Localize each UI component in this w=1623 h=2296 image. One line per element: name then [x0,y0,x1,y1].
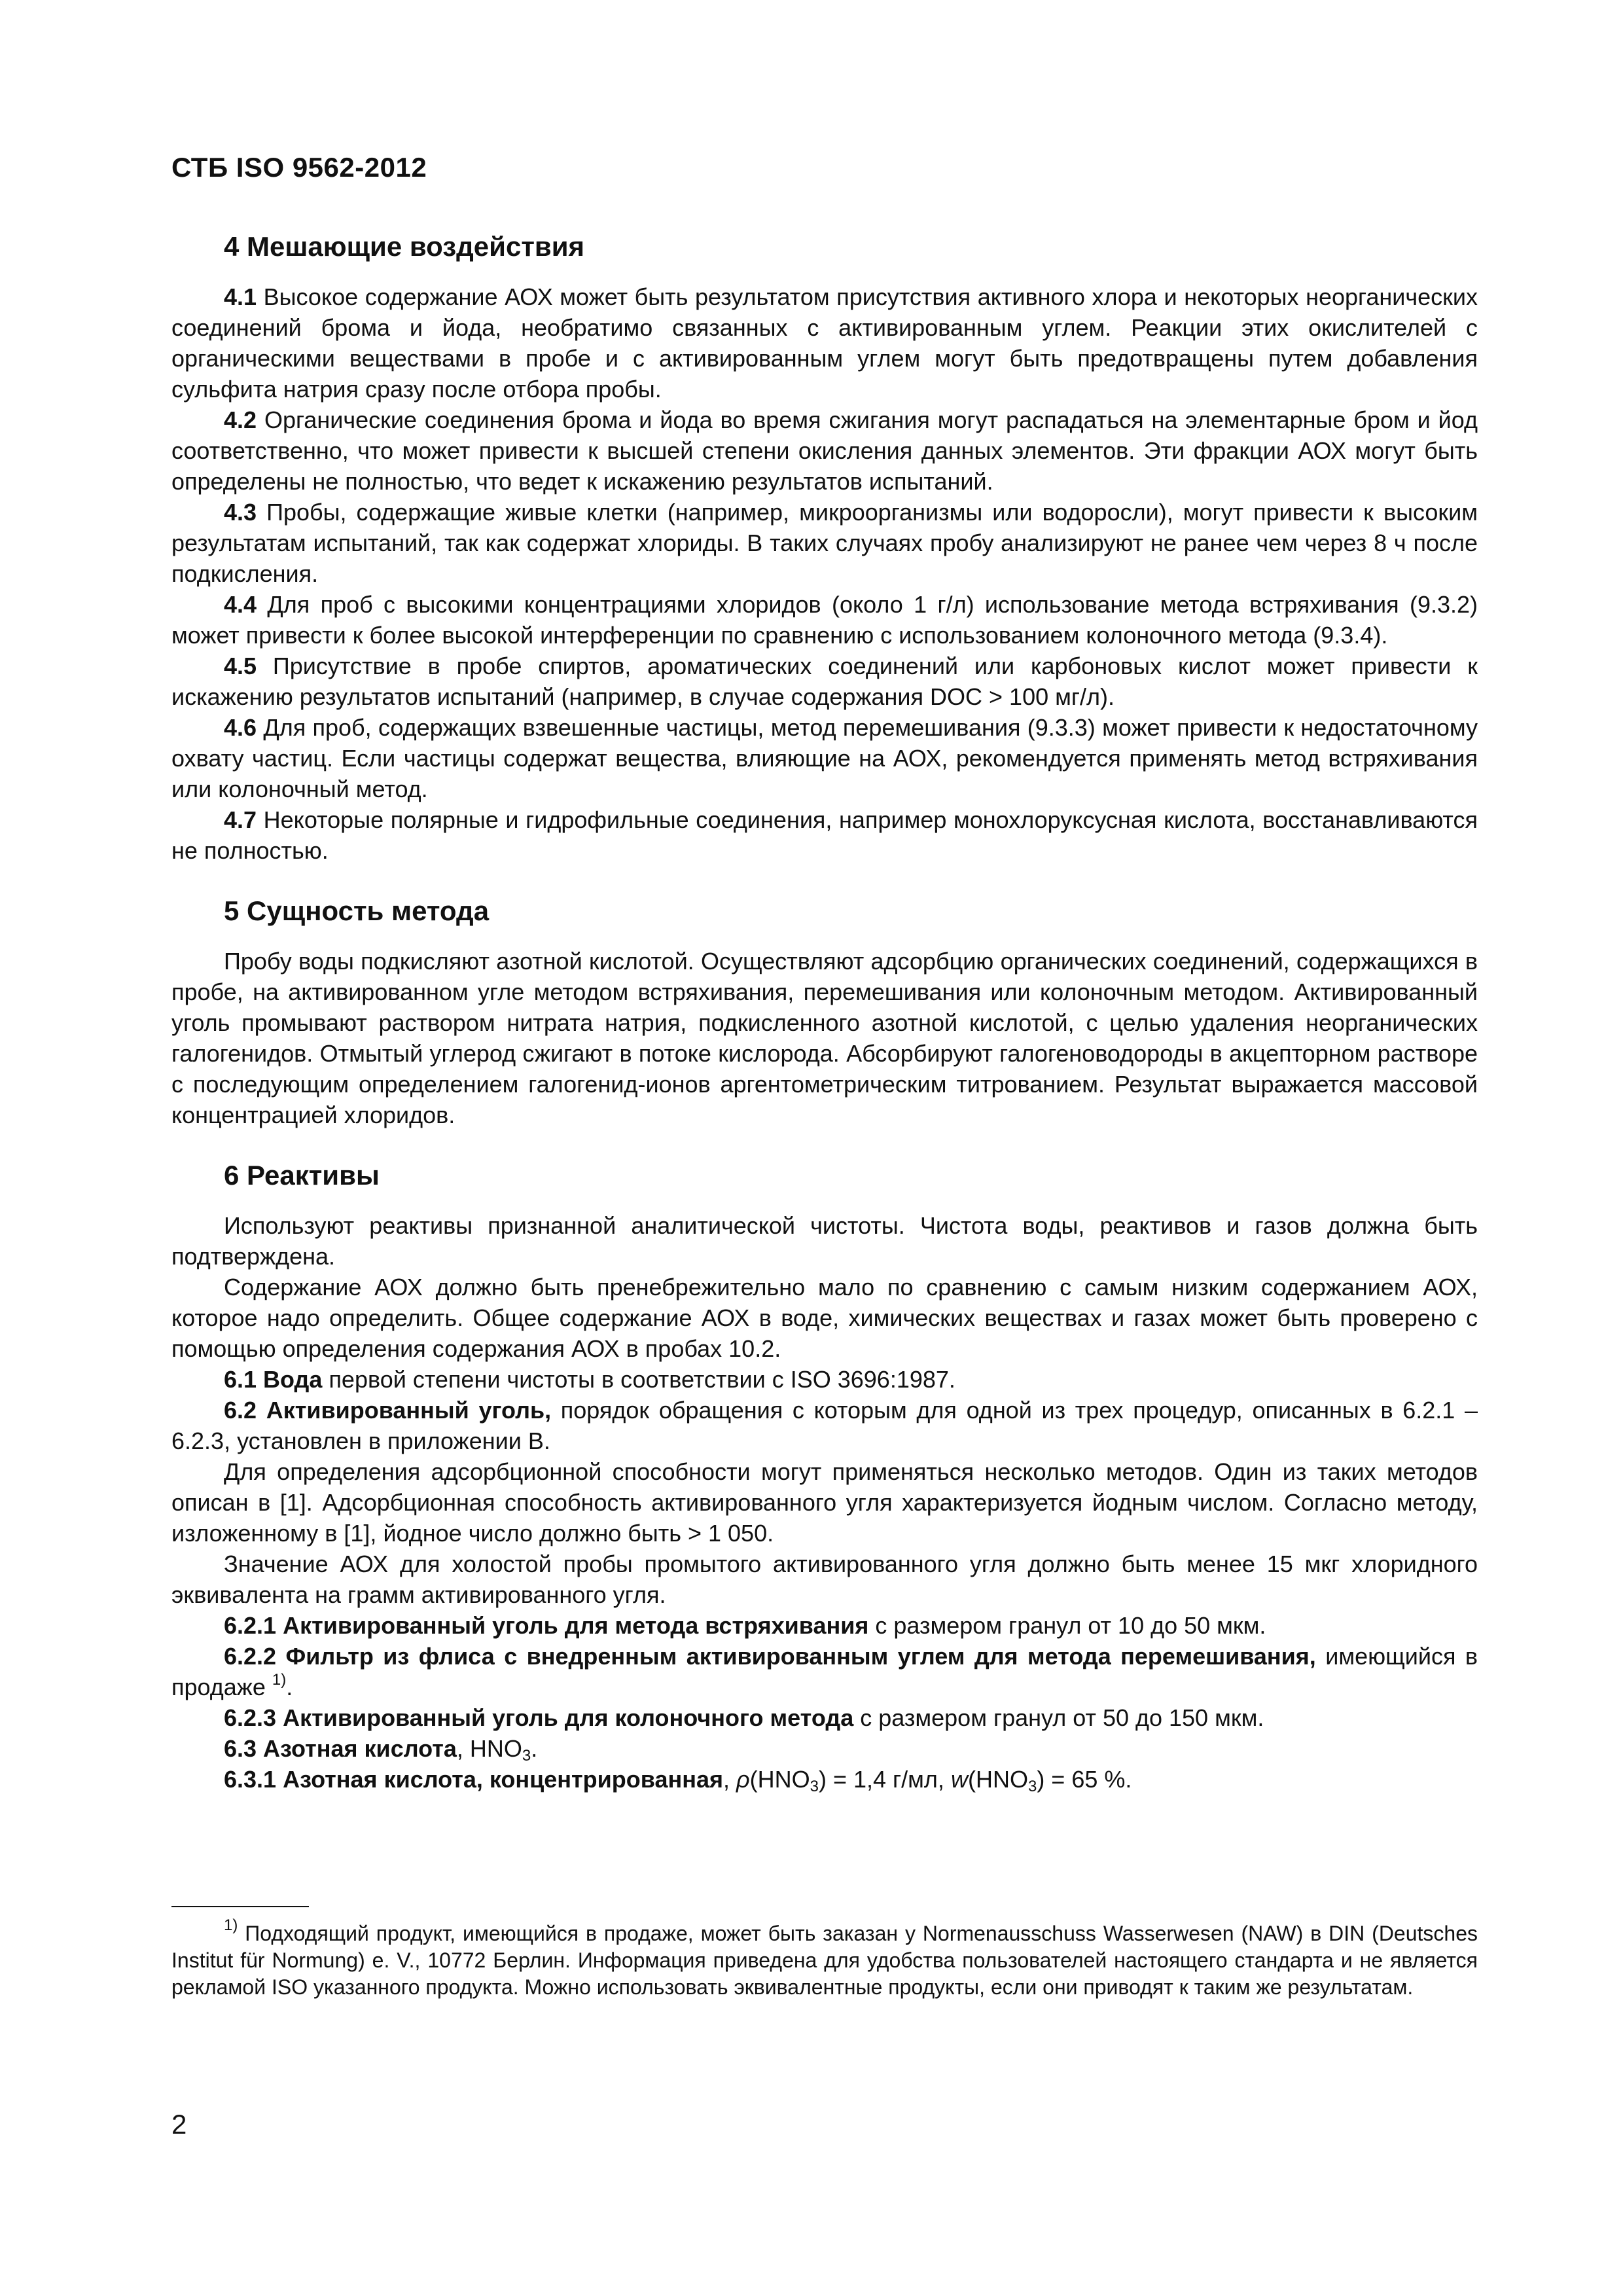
clause-heading: 6.2.1 Активированный уголь для метода встряхивания [224,1612,869,1639]
subscript: 3 [1027,1778,1037,1795]
paragraph-6-3 [171,1733,1478,1764]
paragraph-4-3 [171,497,1478,589]
clause-number: 4.6 [224,714,257,741]
section-5-title: 5 Сущность метода [224,895,490,926]
subscript: 3 [522,1747,531,1765]
paragraph-text: Присутствие в пробе спиртов, ароматических соединений или карбоновых кислот может привести к искажению результатов испытаний (например, в случае содержания DOC > 100 мг/л). [171,653,1478,710]
text-segment: (HNO [749,1766,810,1793]
mass-fraction-symbol: w [950,1766,968,1793]
subscript: 3 [810,1778,819,1795]
footnote-marker: 1) [224,1916,238,1934]
paragraph-4-2 [171,404,1478,497]
paragraph-6-2-2 [171,1641,1478,1702]
text-segment: ) = 65 %. [1037,1766,1132,1793]
paragraph-6-aox: Содержание АОХ должно быть пренебрежительно мало по сравнению с самым низким содержанием АОХ, которое надо определить. Общее содержание АОХ в воде, химических веществах и газах может быть проверено с помощью определения содержания АОХ в пробах 10.2. [171,1274,1478,1362]
paragraph-text: первой степени чистоты в соответствии с ISO 3696:1987. [322,1366,955,1393]
paragraph-4-1 [171,281,1478,404]
clause-heading: 6.2.2 Фильтр из флиса с внедренным активированным углем для метода перемешивания, [224,1643,1316,1670]
text-segment: ) = 1,4 г/мл, [818,1766,951,1793]
paragraph-text: Пробы, содержащие живые клетки (например, микроорганизмы или водоросли), могут привести к высоким результатам испытаний, так как содержат хлориды. В таких случаях пробу анализируют не ранее чем через 8 ч после подкисления. [171,499,1478,587]
paragraph-5: Пробу воды подкисляют азотной кислотой. Осуществляют адсорбцию органических соединений, содержащихся в пробе, на активированном угле методом встряхивания, перемешивания или колоночным методом. Активированный уголь промывают раствором нитрата натрия, подкисленного азотной кислотой, с целью удаления неорганических галогенидов. Отмытый углерод сжигают в потоке кислорода. Абсорбируют галогеноводороды в акцепторном растворе с последующим определением галогенид-ионов аргентометрическим титрованием. Результат выражается массовой концентрацией хлоридов. [171,948,1478,1128]
main-content [171,230,1478,1795]
clause-number: 4.2 [224,406,257,433]
clause-number: 4.5 [224,653,257,679]
document-header: СТБ ISO 9562-2012 [171,152,427,183]
paragraph-text-end: . [531,1735,538,1762]
clause-number: 4.4 [224,591,257,618]
paragraph-6-2 [171,1395,1478,1456]
clause-heading: 6.3 Азотная кислота [224,1735,457,1762]
paragraph-text-end: . [286,1674,293,1700]
clause-heading: 6.3.1 Азотная кислота, концентрированная [224,1766,723,1793]
footnote-body: Подходящий продукт, имеющийся в продаже, может быть заказан у Normenausschuss Wasserwesen (NAW) в DIN (Deutsches Institut für Normung) e. V., 10772 Берлин. Информация приведена для удобства пользователей настоящего стандарта и не является рекламой ISO указанного продукта. Можно использовать эквивалентные продукты, если они приводят к таким же результатам. [171,1922,1478,1999]
section-4-title: 4 Мешающие воздействия [224,231,585,262]
paragraph-4-6 [171,712,1478,804]
footnote [171,1916,1478,2001]
paragraph-4-7 [171,804,1478,866]
text-segment: (HNO [967,1766,1028,1793]
paragraph-4-4 [171,589,1478,651]
clause-heading: 6.1 Вода [224,1366,323,1393]
density-symbol: ρ [736,1766,750,1793]
paragraph-text: Некоторые полярные и гидрофильные соединения, например монохлоруксусная кислота, восстанавливаются не полностью. [171,806,1478,864]
paragraph-text: с размером гранул от 50 до 150 мкм. [853,1704,1264,1731]
paragraph-6-2-adsorption: Для определения адсорбционной способности могут применяться несколько методов. Один из таких методов описан в [1]. Адсорбционная способность активированного угля характеризуется йодным числом. Согласно методу, изложенному в [1], йодное число должно быть > 1 050. [171,1458,1478,1547]
footnote-divider [171,1906,309,1907]
paragraph-4-5 [171,651,1478,712]
paragraph-6-1 [171,1364,1478,1395]
paragraph-6-2-blank: Значение АОХ для холостой пробы промытого активированного угля должно быть менее 15 мкг хлоридного эквивалента на грамм активированного угля. [171,1551,1478,1608]
paragraph-text: Для проб, содержащих взвешенные частицы, метод перемешивания (9.3.3) может привести к недостаточному охвату частиц. Если частицы содержат вещества, влияющие на АОХ, рекомендуется применять метод встряхивания или колоночный метод. [171,714,1478,802]
footnote-reference[interactable]: 1) [272,1671,287,1689]
clause-number: 4.3 [224,499,257,526]
paragraph-text: имеющийся в продаже [171,1643,1478,1700]
clause-number: 4.7 [224,806,257,833]
paragraph-6-2-3 [171,1702,1478,1733]
paragraph-text: Органические соединения брома и йода во время сжигания могут распадаться на элементарные бром и йод соответственно, что может привести к высшей степени окисления данных элементов. Эти фракции АОХ могут быть определены не полностью, что ведет к искажению результатов испытаний. [171,406,1478,495]
section-6-title: 6 Реактивы [224,1160,380,1191]
paragraph-text: Высокое содержание АОХ может быть результатом присутствия активного хлора и некоторых неорганических соединений брома и йода, необратимо связанных с активированным углем. Реакции этих окислителей с органическими веществами в пробе и с активированным углем могут быть предотвращены путем добавления сульфита натрия сразу после отбора пробы. [171,283,1478,403]
paragraph-6-3-1 [171,1764,1478,1795]
paragraph-text: , HNO [456,1735,522,1762]
paragraph-text: Для проб с высокими концентрациями хлоридов (около 1 г/л) использование метода встряхивания (9.3.2) может привести к более высокой интерференции по сравнению с использованием колоночного метода (9.3.4). [171,591,1478,649]
clause-heading: 6.2 Активированный уголь, [224,1397,552,1424]
page-number: 2 [171,2109,187,2140]
paragraph-6-intro: Используют реактивы признанной аналитической чистоты. Чистота воды, реактивов и газов должна быть подтверждена. [171,1212,1478,1270]
footnote-text [171,1916,1478,2001]
clause-number: 4.1 [224,283,257,310]
paragraph-text: с размером гранул от 10 до 50 мкм. [868,1612,1266,1639]
paragraph-6-2-1 [171,1610,1478,1641]
paragraph-text: порядок обращения с которым для одной из трех процедур, описанных в 6.2.1 – 6.2.3, установлен в приложении В. [171,1397,1478,1454]
text-segment: , [722,1766,736,1793]
clause-heading: 6.2.3 Активированный уголь для колоночного метода [224,1704,854,1731]
